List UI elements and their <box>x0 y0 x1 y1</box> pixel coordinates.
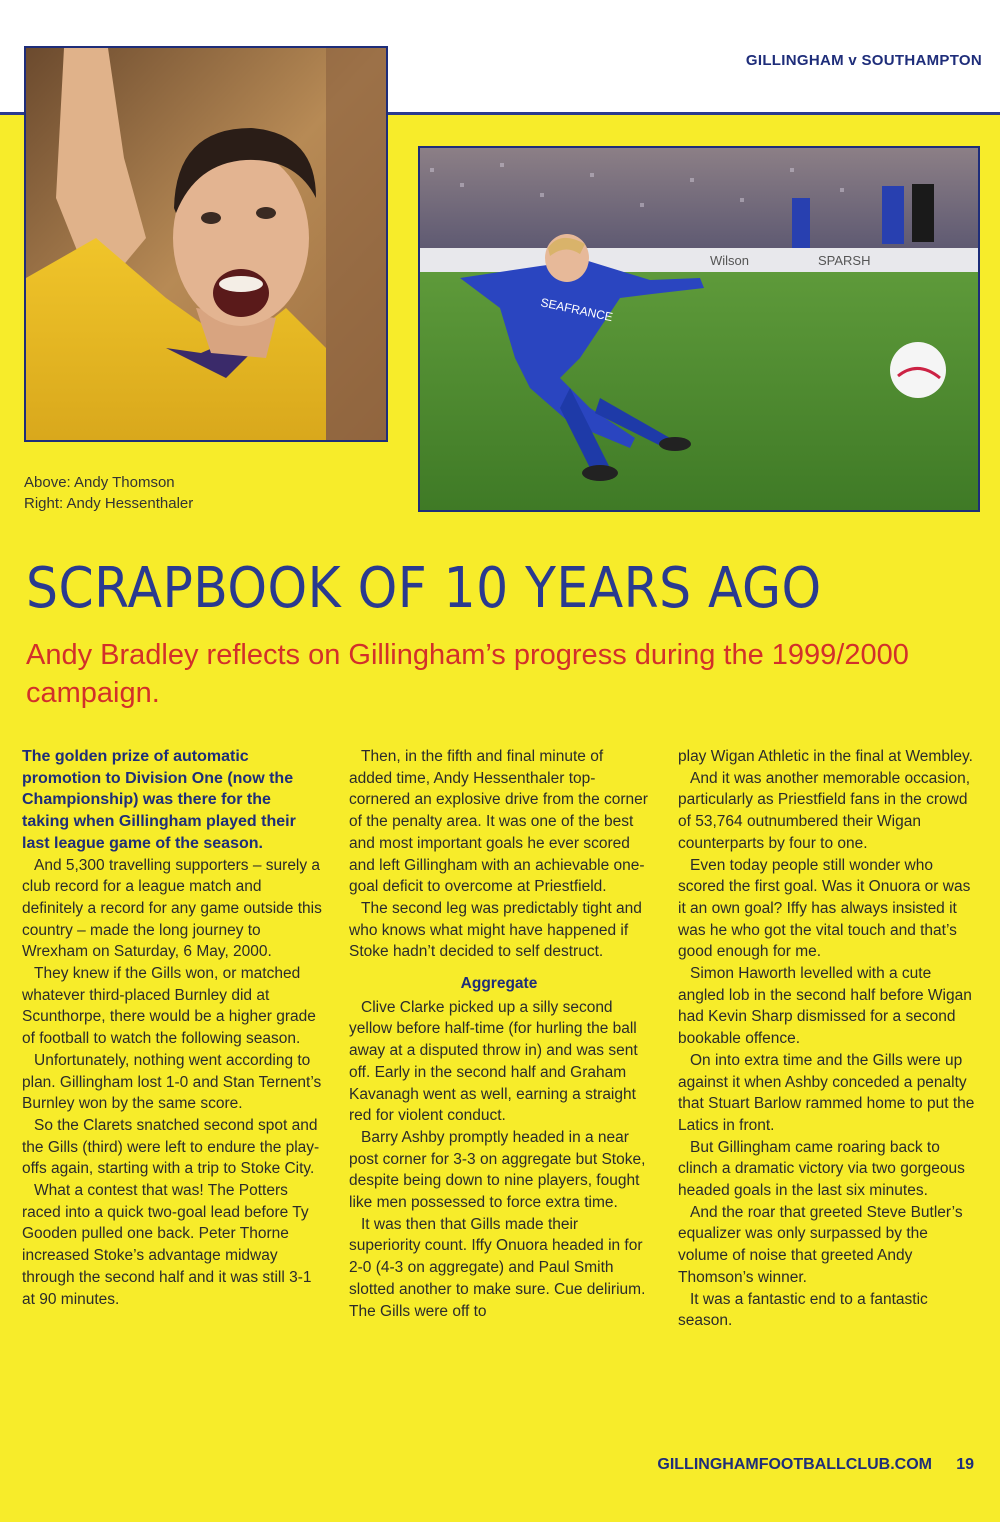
article-lead-paragraph: The golden prize of automatic promotion to Division One (now the Championship) was there for the taking when Gillingham played their last league game of the season. <box>22 748 296 852</box>
article-paragraph: What a contest that was! The Potters raced into a quick two-goal lead before Ty Gooden pulled one back. Peter Thorne increased Stoke’s advantage midway through the second half and it was still 3-1 at 90 minutes. <box>22 1182 312 1308</box>
article-paragraph: On into extra time and the Gills were up against it when Ashby conceded a penalty that Stuart Barlow rammed home to put the Latics in front. <box>678 1051 975 1134</box>
article-paragraph: And the roar that greeted Steve Butler’s equalizer was only surpassed by the volume of noise that greeted Andy Thomson’s winner. <box>678 1203 963 1286</box>
article-column-3 <box>678 746 978 1332</box>
caption-right: Right: Andy Hessenthaler <box>24 495 194 512</box>
article-column-2 <box>349 746 649 1322</box>
article-headline: SCRAPBOOK OF 10 YEARS AGO <box>26 556 822 621</box>
photo-captions <box>24 472 193 514</box>
caption-above: Above: Andy Thomson <box>24 474 175 491</box>
photo-andy-thomson-illustration <box>26 48 386 440</box>
article-paragraph: Clive Clarke picked up a silly second yellow before half-time (for hurling the ball away at a disputed throw in) and was sent off. Early in the second half and Graham Kavanagh went as well, earning a straight red for violent conduct. <box>349 998 638 1125</box>
article-paragraph: play Wigan Athletic in the final at Wembley. <box>678 748 973 765</box>
article-paragraph: And 5,300 travelling supporters – surely a club record for a league match and definitely a record for any game outside this country – made the long journey to Wrexham on Saturday, 6 May, 2000. <box>22 856 322 961</box>
shirt-sponsor: SEAFRANCE <box>539 295 615 325</box>
article-paragraph: The second leg was predictably tight and who knows what might have happened if Stoke hadn’t decided to self destruct. <box>349 899 642 961</box>
article-paragraph: Even today people still wonder who scored the first goal. Was it Onuora or was it an own goal? Iffy has always insisted it was he who got the vital touch and that’s good enough for me. <box>678 856 971 961</box>
article-paragraph: It was a fantastic end to a fantastic season. <box>678 1290 928 1330</box>
article-paragraph: Then, in the fifth and final minute of added time, Andy Hessenthaler top-cornered an explosive drive from the corner of the penalty area. It was one of the best and most important goals he ever scored and left Gillingham with an achievable one-goal deficit to overcome at Priestfield. <box>349 748 648 896</box>
board-wilson: Wilson <box>710 253 750 268</box>
article-standfirst: Andy Bradley reflects on Gillingham’s progress during the 1999/2000 campaign. <box>26 639 909 709</box>
photo-andy-hessenthaler-illustration <box>420 148 978 510</box>
article-paragraph: And it was another memorable occasion, particularly as Priestfield fans in the crowd of 53,764 outnumbered their Wigan counterparts by four to one. <box>678 769 971 852</box>
match-header: GILLINGHAM v SOUTHAMPTON <box>745 52 982 69</box>
article-paragraph: Barry Ashby promptly headed in a near post corner for 3-3 on aggregate but Stoke, despite being down to nine players, fought like men possessed to force extra time. <box>349 1128 646 1212</box>
article-paragraph: But Gillingham came roaring back to clinch a dramatic victory via two gorgeous headed goals in the last six minutes. <box>678 1138 965 1200</box>
article-column-1 <box>22 746 322 1310</box>
photo-andy-thomson <box>24 46 388 442</box>
article-subheading: Aggregate <box>460 975 538 993</box>
article-paragraph: Unfortunately, nothing went according to plan. Gillingham lost 1-0 and Stan Ternent’s Burnley won by the same score. <box>22 1051 322 1113</box>
photo-andy-hessenthaler <box>418 146 980 512</box>
board-sparsh: SPARSH <box>818 253 871 268</box>
article-paragraph: It was then that Gills made their superiority count. Iffy Onuora headed in for 2-0 (4-3 on aggregate) and Paul Smith slotted another to make sure. Cue delirium. The Gills were off to <box>349 1215 646 1320</box>
page-number: 19 <box>956 1456 974 1473</box>
article-paragraph: They knew if the Gills won, or matched whatever third-placed Burnley did at Scunthorpe, there would be a higher grade of football to watch the following season. <box>22 965 316 1048</box>
footer-website[interactable]: GILLINGHAMFOOTBALLCLUB.COM <box>657 1456 932 1473</box>
article-paragraph: Simon Haworth levelled with a cute angled lob in the second half before Wigan had Kevin Sharp dismissed for a second bookable offence. <box>678 965 972 1048</box>
article-paragraph: So the Clarets snatched second spot and the Gills (third) were left to endure the play-offs again, starting with a trip to Stoke City. <box>22 1116 320 1178</box>
